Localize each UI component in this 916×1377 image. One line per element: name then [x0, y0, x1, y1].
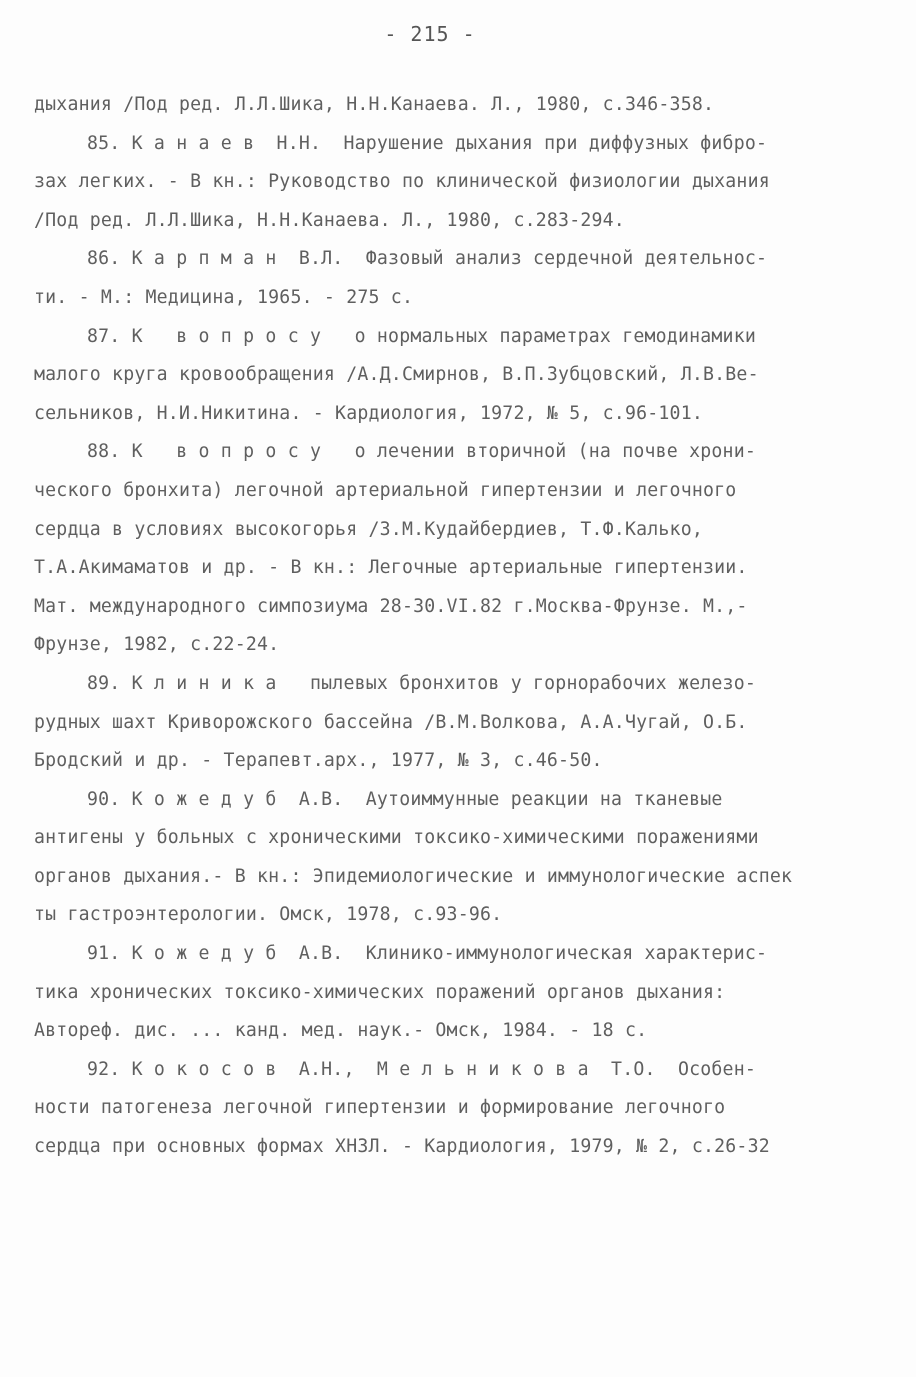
entry-line: Автореф. дис. ... канд. мед. наук.- Омск, 1984. - 18 с.: [34, 1020, 648, 1042]
entry-line: 85. К а н а е в Н.Н. Нарушение дыхания при диффузных фибро-: [87, 132, 768, 154]
entry-line: рудных шахт Криворожского бассейна /В.М.Волкова, А.А.Чугай, О.Б.: [34, 711, 748, 733]
entry-line: зах легких. - В кн.: Руководство по клинической физиологии дыхания: [34, 171, 770, 193]
bibliography-entry-88: [34, 433, 884, 665]
entry-line: сердца при основных формах ХНЗЛ. - Кардиология, 1979, № 2, с.26-32: [34, 1136, 770, 1158]
bibliography-entry-90: [34, 781, 884, 935]
bibliography-entry-84-continuation: [34, 86, 884, 125]
entry-line: ности патогенеза легочной гипертензии и формирование легочного: [34, 1097, 726, 1119]
bibliography-entry-92: [34, 1051, 884, 1167]
entry-line: /Под ред. Л.Л.Шика, Н.Н.Канаева. Л., 1980, с.283-294.: [34, 209, 625, 231]
bibliography-entry-89: [34, 665, 884, 781]
entry-line: ческого бронхита) легочной артериальной гипертензии и легочного: [34, 479, 737, 501]
page-number: - 215 -: [384, 22, 476, 46]
entry-line: 88. К в о п р о с у о лечении вторичной (на почве хрони-: [87, 441, 756, 463]
entry-line: малого круга кровообращения /А.Д.Смирнов, В.П.Зубцовский, Л.В.Ве-: [34, 364, 759, 386]
entry-line: Фрунзе, 1982, с.22-24.: [34, 634, 280, 656]
entry-line: сельников, Н.И.Никитина. - Кардиология, 1972, № 5, с.96-101.: [34, 402, 703, 424]
bibliography-list: [34, 86, 884, 1167]
entry-line: 89. К л и н и к а пылевых бронхитов у горнорабочих железо-: [87, 672, 756, 694]
entry-line: ти. - М.: Медицина, 1965. - 275 с.: [34, 286, 414, 308]
entry-line: органов дыхания.- В кн.: Эпидемиологические и иммунологические аспек: [34, 865, 793, 887]
entry-line: Мат. международного симпозиума 28-30.VI.82 г.Москва-Фрунзе. М.,-: [34, 595, 748, 617]
entry-line: антигены у больных с хроническими токсико-химическими поражениями: [34, 827, 759, 849]
entry-line: 92. К о к о с о в А.Н., М е л ь н и к о в а Т.О. Особен-: [87, 1058, 756, 1080]
entry-line: тика хронических токсико-химических поражений органов дыхания:: [34, 981, 726, 1003]
bibliography-entry-85: [34, 125, 884, 241]
entry-line: ты гастроэнтерологии. Омск, 1978, с.93-96.: [34, 904, 503, 926]
entry-line: Т.А.Акимаматов и др. - В кн.: Легочные артериальные гипертензии.: [34, 557, 748, 579]
entry-line: 90. К о ж е д у б А.В. Аутоиммунные реакции на тканевые: [87, 788, 723, 810]
bibliography-entry-91: [34, 935, 884, 1051]
entry-line: сердца в условиях высокогорья /З.М.Кудайбердиев, Т.Ф.Калько,: [34, 518, 703, 540]
bibliography-entry-87: [34, 318, 884, 434]
entry-line: 87. К в о п р о с у о нормальных параметрах гемодинамики: [87, 325, 756, 347]
entry-line: Бродский и др. - Терапевт.арх., 1977, № 3, с.46-50.: [34, 750, 603, 772]
entry-line: дыхания /Под ред. Л.Л.Шика, Н.Н.Канаева. Л., 1980, с.346-358.: [34, 94, 715, 115]
bibliography-entry-86: [34, 240, 884, 317]
entry-line: 86. К а р п м а н В.Л. Фазовый анализ сердечной деятельнос-: [87, 248, 768, 270]
entry-line: 91. К о ж е д у б А.В. Клинико-иммунологическая характерис-: [87, 943, 768, 965]
